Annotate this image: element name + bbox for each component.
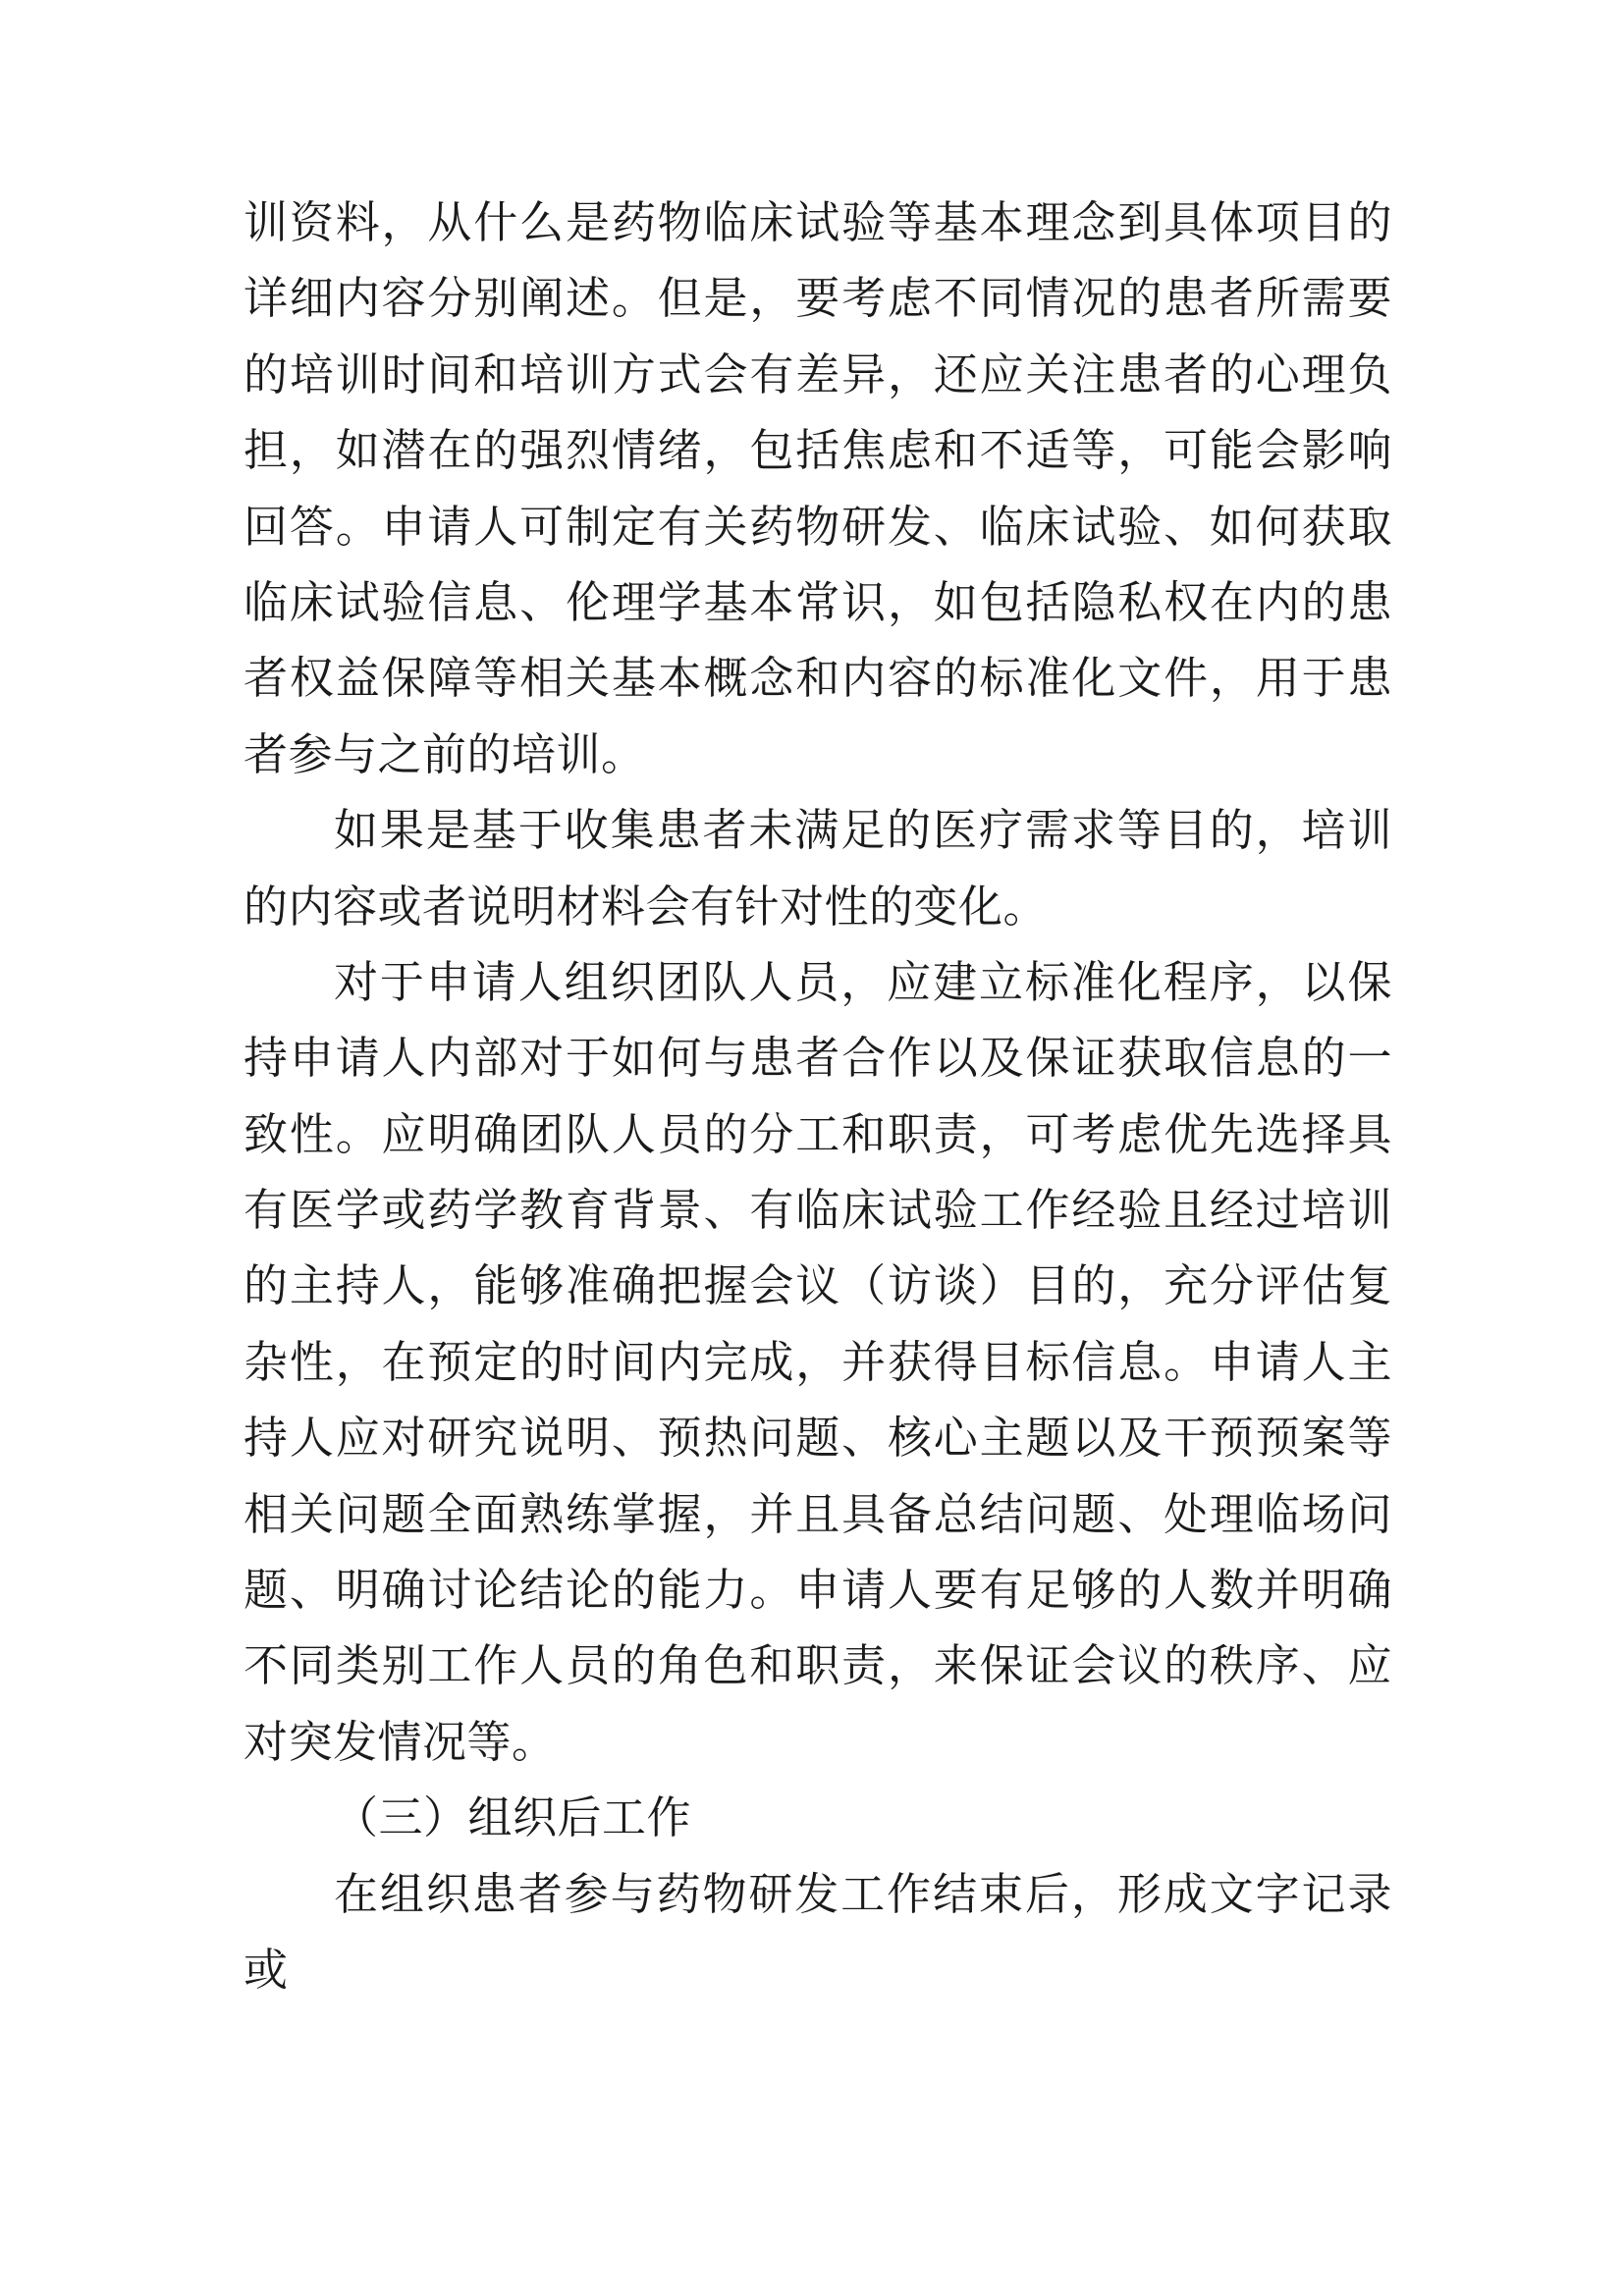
document-body: [244, 185, 1392, 2007]
paragraph-3: 对于申请人组织团队人员，应建立标准化程序，以保持申请人内部对于如何与患者合作以及保证获取信息的一致性。应明确团队人员的分工和职责，可考虑优先选择具有医学或药学教育背景、有临床试验工作经验且经过培训的主持人，能够准确把握会议（访谈）目的，充分评估复杂性，在预定的时间内完成，并获得目标信息。申请人主持人应对研究说明、预热问题、核心主题以及干预预案等相关问题全面熟练掌握，并且具备总结问题、处理临场问题、明确讨论结论的能力。申请人要有足够的人数并明确不同类别工作人员的角色和职责，来保证会议的秩序、应对突发情况等。: [244, 956, 1392, 1767]
paragraph-5: 在组织患者参与药物研发工作结束后，形成文字记录或: [244, 1868, 1392, 1995]
paragraph-1: 训资料，从什么是药物临床试验等基本理念到具体项目的详细内容分别阐述。但是，要考虑不同情况的患者所需要的培训时间和培训方式会有差异，还应关注患者的心理负担，如潜在的强烈情绪，包括焦虑和不适等，可能会影响回答。申请人可制定有关药物研发、临床试验、如何获取临床试验信息、伦理学基本常识，如包括隐私权在内的患者权益保障等相关基本概念和内容的标准化文件，用于患者参与之前的培训。: [244, 197, 1392, 779]
paragraph-2: 如果是基于收集患者未满足的医疗需求等目的，培训的内容或者说明材料会有针对性的变化。: [244, 805, 1392, 932]
section-heading-3: （三）组织后工作: [334, 1792, 692, 1843]
